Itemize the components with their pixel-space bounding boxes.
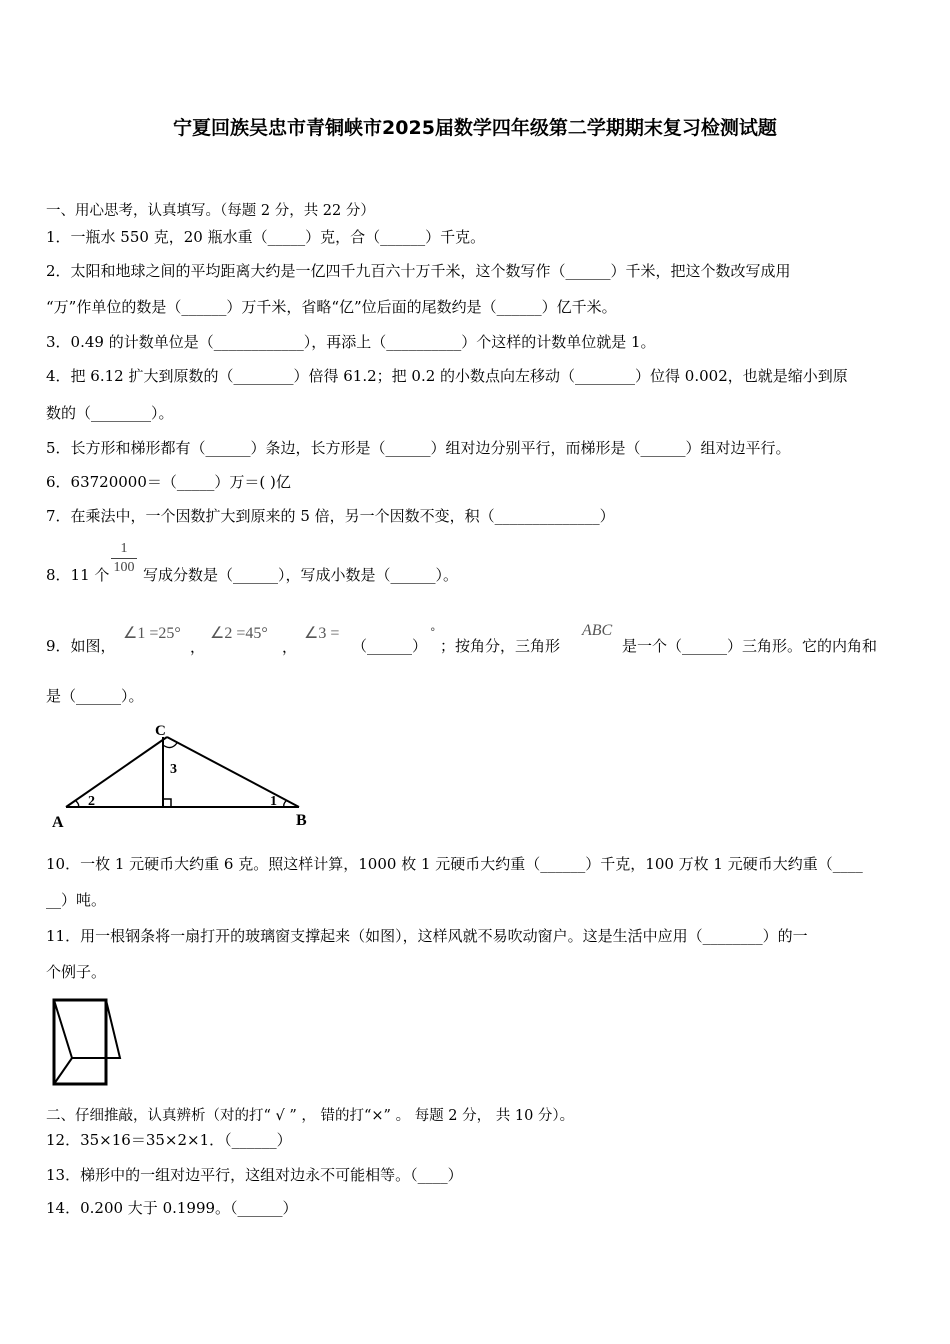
question-12: 12．35×16＝35×2×1．（______） xyxy=(46,1131,292,1149)
fraction-one-hundredth xyxy=(108,540,140,577)
question-10-line-2: __）吨。 xyxy=(46,891,107,909)
question-4-line-1: 4．把 6.12 扩大到原数的（________）倍得 61.2；把 0.2 的小数点向左移动（________）位得 0.002，也就是缩小到原 xyxy=(46,367,848,385)
degree-sign: ° xyxy=(430,626,436,639)
question-14: 14．0.200 大于 0.1999。（______） xyxy=(46,1199,298,1217)
question-4-line-2: 数的（________）。 xyxy=(46,404,174,422)
triangle-abc-label: ABC xyxy=(582,622,613,639)
question-1: 1．一瓶水 550 克，20 瓶水重（_____）克，合（______）千克。 xyxy=(46,228,486,246)
fraction-denominator: 100 xyxy=(113,560,135,575)
side-cb xyxy=(167,737,299,807)
question-8-prefix: 8．11 个 xyxy=(46,566,110,584)
vertex-a-label: A xyxy=(52,814,64,831)
angle-1-number: 1 xyxy=(270,794,277,809)
question-2-line-2: “万”作单位的数是（______）万千米，省略“亿”位后面的尾数约是（______）亿千米。 xyxy=(46,298,617,316)
side-ac xyxy=(66,737,167,807)
angle-1-value: ∠1 =25° xyxy=(123,625,181,642)
vertex-b-label: B xyxy=(296,812,307,829)
window-figure xyxy=(48,996,128,1088)
question-9-line-2: 是（______）。 xyxy=(46,687,144,705)
question-9-suffix: 是一个（______）三角形。它的内角和 xyxy=(622,637,878,655)
support-rod xyxy=(54,1058,72,1084)
question-6: 6．63720000＝（_____）万＝( )亿 xyxy=(46,473,291,491)
question-13: 13．梯形中的一组对边平行，这组对边永不可能相等。（____） xyxy=(46,1166,463,1184)
section-2-heading: 二、仔细推敲，认真辨析（对的打“ √ ” ， 错的打“×” 。 每题 2 分， 共 10 分）。 xyxy=(46,1108,575,1124)
question-9-prefix: 9．如图， xyxy=(46,637,116,655)
comma: ， xyxy=(190,638,206,656)
question-3: 3．0.49 的计数单位是（____________），再添上（__________）个这样的计数单位就是 1。 xyxy=(46,333,656,351)
comma: ， xyxy=(282,638,298,656)
page-title: 宁夏回族吴忠市青铜峡市2025届数学四年级第二学期期末复习检测试题 xyxy=(173,117,777,139)
open-window-pane xyxy=(54,1000,120,1058)
angle-2-number: 2 xyxy=(88,794,95,809)
question-2-line-1: 2．太阳和地球之间的平均距离大约是一亿四千九百六十万千米，这个数写作（______）千米，把这个数改写成用 xyxy=(46,262,791,280)
triangle-figure xyxy=(40,715,330,835)
angle-3-number: 3 xyxy=(170,762,177,777)
angle-3-label: ∠3 = xyxy=(304,625,340,642)
question-8-suffix: 写成分数是（______），写成小数是（______）。 xyxy=(143,566,459,584)
question-5: 5．长方形和梯形都有（______）条边，长方形是（______）组对边分别平行，而梯形是（______）组对边平行。 xyxy=(46,439,791,457)
angle-2-value: ∠2 =45° xyxy=(210,625,268,642)
section-1-heading: 一、用心思考，认真填写。（每题 2 分，共 22 分） xyxy=(46,203,375,219)
question-9-blank: （______） xyxy=(352,637,428,655)
question-10-line-1: 10．一枚 1 元硬币大约重 6 克。照这样计算，1000 枚 1 元硬币大约重（______）千克，100 万枚 1 元硬币大约重（____ xyxy=(46,855,863,873)
question-7: 7．在乘法中，一个因数扩大到原来的 5 倍，另一个因数不变，积（______________） xyxy=(46,507,615,525)
angle-3-arc xyxy=(163,743,177,748)
question-11-line-2: 个例子。 xyxy=(46,963,107,981)
question-11-line-1: 11．用一根钢条将一扇打开的玻璃窗支撑起来（如图），这样风就不易吹动窗户。这是生活中应用（________）的一 xyxy=(46,927,808,945)
fraction-numerator: 1 xyxy=(120,541,128,556)
vertex-c-label: C xyxy=(155,723,166,739)
question-9-mid: ；按角分，三角形 xyxy=(440,637,561,655)
right-angle-mark xyxy=(163,799,171,807)
